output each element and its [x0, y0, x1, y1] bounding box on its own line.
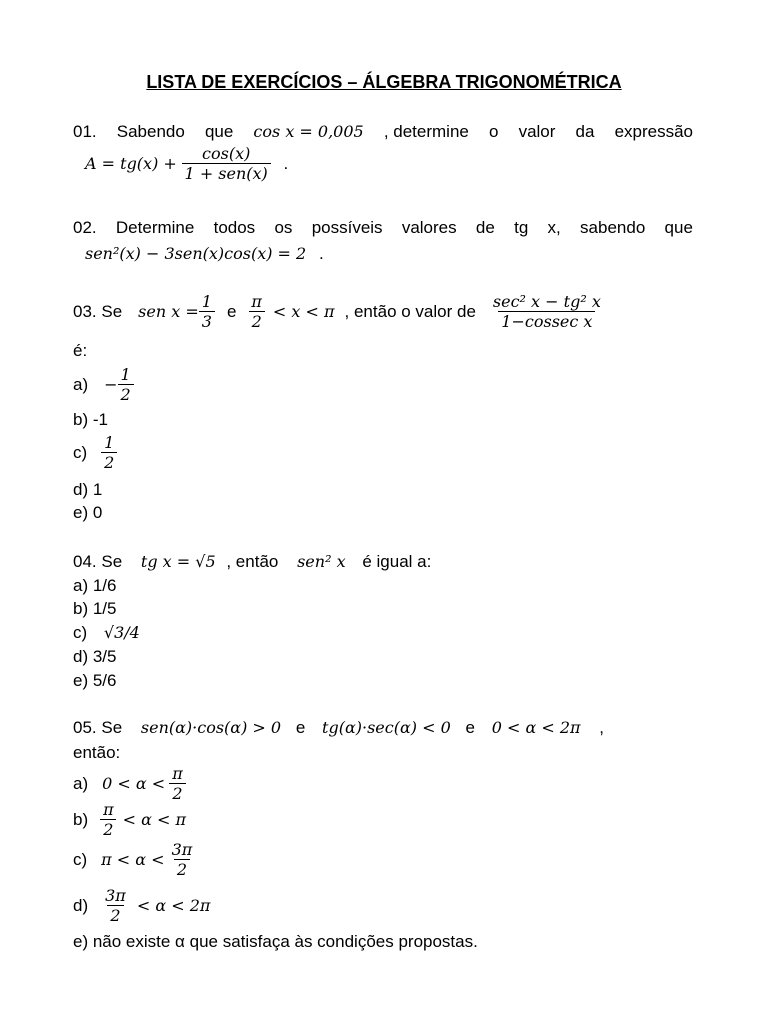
q5-option-a	[73, 764, 186, 803]
q1-word: Sabendo	[116, 122, 185, 141]
q4-option-b: b) 1/5	[73, 599, 117, 618]
q2-word: de	[475, 218, 495, 237]
q2-word: possíveis	[311, 218, 383, 237]
question-04-line1	[73, 552, 431, 572]
q3-option-e: e) 0	[73, 503, 103, 522]
q5-option-fraction	[102, 886, 129, 925]
q3-option-a	[73, 365, 134, 404]
q1-word: o	[488, 122, 499, 141]
q5-and: e	[295, 718, 306, 737]
q2-word: que	[664, 218, 693, 237]
q5-option-label: a)	[73, 773, 89, 793]
q2-word: valores	[401, 218, 457, 237]
q5-option-num: 3π	[171, 840, 193, 859]
q1-fraction	[182, 144, 271, 183]
q5-option-num: π	[103, 800, 114, 819]
q3-option-num: 1	[120, 365, 131, 384]
q5-option-fraction	[100, 800, 117, 839]
q5-option-label: d)	[73, 895, 89, 915]
q2-word: os	[274, 218, 293, 237]
question-03-line1	[73, 292, 604, 331]
q1-end: .	[283, 153, 289, 173]
q5-option-num: π	[172, 764, 183, 783]
q5-option-label: b)	[73, 809, 89, 829]
q5-option-fraction	[169, 840, 196, 879]
q5-option-lhs: 0 < α <	[102, 774, 166, 793]
q3-option-num: 1	[104, 433, 115, 452]
q5-option-num: 3π	[105, 886, 126, 905]
q4-condition: tg x = √5	[140, 552, 216, 571]
q4-option-e: e) 5/6	[73, 671, 117, 690]
question-01-expression	[85, 144, 288, 183]
q4-option-d: d) 3/5	[73, 647, 117, 666]
q2-eq: sen²(x) − 3sen(x)cos(x) = 2	[85, 244, 307, 263]
q3-prefix: 03. Se	[73, 301, 123, 321]
q5-prefix: 05. Se	[73, 718, 123, 737]
q5-cond2: tg(α)·sec(α) < 0	[322, 718, 451, 737]
q3-cond1-num: 1	[201, 292, 212, 311]
q4-option-c-math: √3/4	[103, 623, 140, 642]
q3-expr-num: sec² x − tg² x	[492, 292, 601, 311]
q1-word: expressão	[614, 122, 693, 141]
q3-option-label: c)	[73, 442, 88, 462]
question-02-equation	[85, 244, 324, 264]
q3-cond2-den: 2	[249, 311, 265, 331]
q4-option-label: c)	[73, 623, 88, 642]
q3-cond2-rhs: < x < π	[272, 302, 335, 321]
q3-option-label: a)	[73, 374, 89, 394]
q5-option-b	[73, 800, 186, 839]
q2-word: todos	[213, 218, 256, 237]
q1-word: que	[204, 122, 234, 141]
q3-option-d: d) 1	[73, 480, 103, 499]
q5-option-d	[73, 886, 210, 925]
q4-expression: sen² x	[297, 552, 346, 571]
q3-option-c	[73, 433, 117, 472]
q5-option-c	[73, 840, 195, 879]
q3-cond2-num: π	[251, 292, 262, 311]
q2-word: x,	[547, 218, 561, 237]
q3-cond1-den: 3	[199, 311, 215, 331]
q3-option-den: 2	[101, 452, 117, 472]
q3-option-fraction	[101, 433, 117, 472]
q5-option-den: 2	[100, 819, 116, 839]
q5-option-lhs: π < α <	[101, 850, 165, 869]
q2-word: Determine	[115, 218, 195, 237]
q1-frac-den: 1 + sen(x)	[182, 163, 271, 183]
q3-mid: , então o valor de	[344, 301, 476, 321]
question-05-line1	[73, 718, 604, 738]
q5-option-den: 2	[107, 905, 123, 925]
q4-option-a: a) 1/6	[73, 576, 117, 595]
q5-cond3: 0 < α < 2π	[491, 718, 581, 737]
q1-word: da	[575, 122, 595, 141]
q1-expr-lhs: A = tg(x) +	[85, 154, 177, 173]
page-title: LISTA DE EXERCÍCIOS – ÁLGEBRA TRIGONOMÉTRICA	[146, 72, 622, 92]
q5-and: e	[465, 718, 475, 737]
q3-option-b: b) -1	[73, 410, 108, 429]
q3-tail: é:	[73, 341, 88, 360]
q5-option-e: e) não existe α que satisfaça às condições propostas.	[73, 932, 478, 951]
q5-option-label: c)	[73, 849, 88, 869]
q3-expr-den: 1−cossec x	[498, 311, 595, 331]
question-01-line1	[73, 122, 693, 142]
q5-option-fraction	[169, 764, 186, 803]
q4-mid: , então	[226, 552, 279, 571]
q1-condition: cos x = 0,005	[253, 122, 364, 141]
q5-tail: então:	[73, 743, 121, 762]
q3-cond2-fraction	[248, 292, 265, 331]
q2-word: tg	[514, 218, 529, 237]
q5-option-rhs: < α < 2π	[136, 896, 211, 915]
q2-word: sabendo	[580, 218, 646, 237]
q3-option-sign: −	[104, 375, 118, 394]
q5-comma: ,	[599, 718, 605, 737]
q1-word: , determine	[383, 122, 469, 141]
question-02-line1	[73, 218, 693, 238]
q3-expression-fraction	[490, 292, 604, 331]
q1-word: 01.	[73, 122, 97, 141]
q2-end: .	[318, 244, 324, 263]
q5-option-den: 2	[169, 783, 185, 803]
q4-prefix: 04. Se	[73, 552, 123, 571]
q5-cond1: sen(α)·cos(α) > 0	[140, 718, 282, 737]
q3-option-den: 2	[118, 384, 134, 404]
q3-option-fraction	[118, 365, 134, 404]
q5-option-den: 2	[174, 859, 190, 879]
q3-cond1-lhs: sen x =	[138, 302, 199, 321]
q1-word: valor	[518, 122, 556, 141]
q4-option-c	[73, 623, 140, 643]
q1-frac-num: cos(x)	[202, 144, 251, 163]
q5-option-rhs: < α < π	[122, 810, 187, 829]
q3-and: e	[226, 301, 237, 321]
q2-word: 02.	[73, 218, 97, 237]
q4-tail: é igual a:	[362, 552, 432, 571]
q3-cond1-fraction	[199, 292, 215, 331]
